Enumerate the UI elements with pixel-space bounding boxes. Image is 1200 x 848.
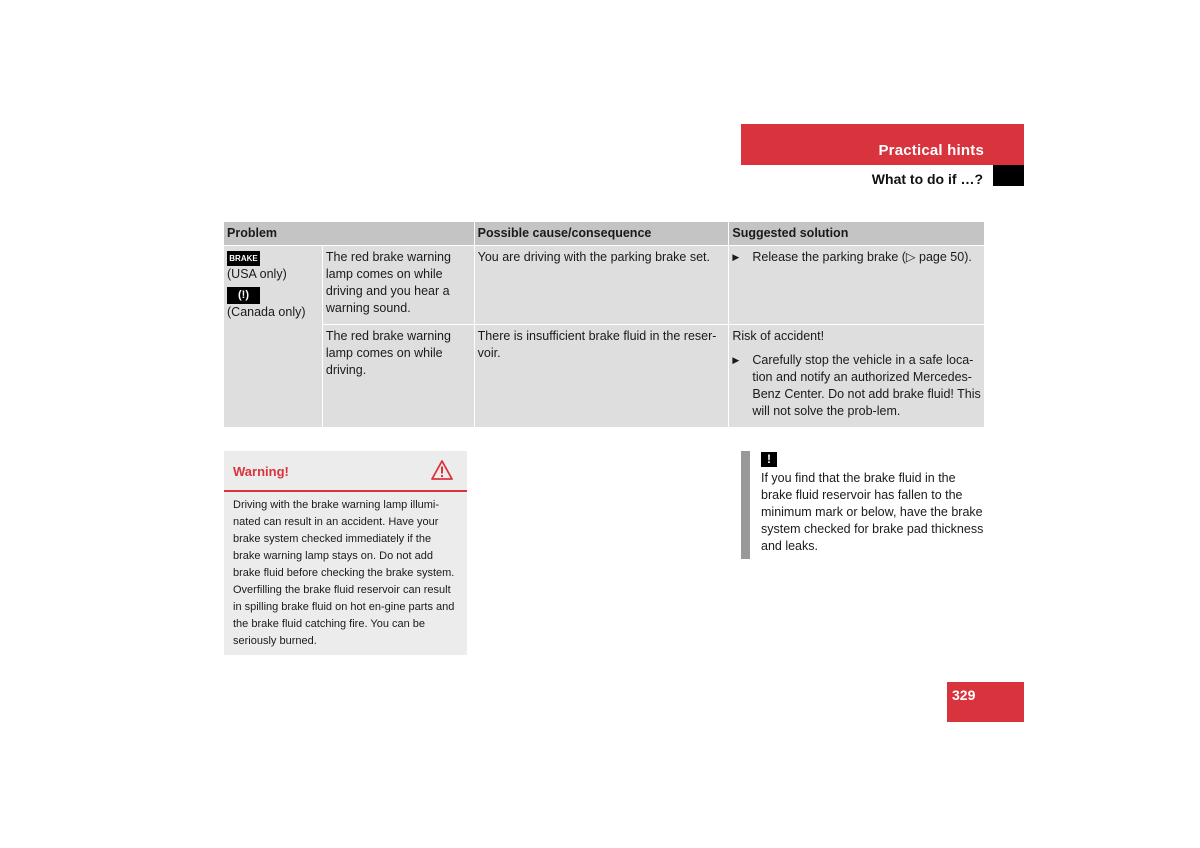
canada-only-label: (Canada only) (227, 305, 306, 319)
note-exclamation-icon: ! (761, 452, 777, 467)
canada-brake-icon: (!) (227, 287, 260, 304)
solution-step (732, 249, 981, 266)
usa-only-label: (USA only) (227, 267, 287, 281)
note-sidebar (741, 451, 750, 559)
bullet-triangle-icon: ▶ (732, 355, 740, 365)
note-text: If you find that the brake fluid in the brake fluid reservoir has fallen to the minimum mark or below, have the brake system checked for brake pad thickness and leaks. (761, 471, 984, 553)
section-title: Practical hints (878, 142, 984, 159)
section-header-band (741, 124, 1024, 165)
troubleshooting-table (224, 222, 984, 428)
cause-cell: You are driving with the parking brake set. (475, 246, 730, 325)
solution-cell (729, 246, 984, 325)
warning-triangle-icon (431, 460, 453, 480)
column-header-solution: Suggested solution (729, 222, 984, 246)
symptom-cell: The red brake warning lamp comes on while driving and you hear a warning sound. (323, 246, 475, 325)
page-number: 329 (952, 687, 976, 703)
table-header-row (224, 222, 984, 246)
problem-indicator-cell (224, 246, 323, 428)
table-row (224, 325, 984, 428)
solution-step (732, 352, 981, 420)
warning-header (224, 451, 467, 492)
column-header-problem: Problem (224, 222, 475, 246)
symptom-cell: The red brake warning lamp comes on while driving. (323, 325, 475, 428)
solution-cell (729, 325, 984, 428)
subsection-title: What to do if …? (871, 171, 983, 187)
warning-box (224, 451, 467, 655)
table-row (224, 246, 984, 325)
solution-step-text: Carefully stop the vehicle in a safe loca-tion and notify an authorized Mercedes-Benz Center. Do not add brake fluid! This will not solve the prob-lem. (752, 353, 981, 418)
cause-cell: There is insufficient brake fluid in the reser-voir. (475, 325, 730, 428)
brake-warning-icon: BRAKE (227, 251, 260, 266)
column-header-cause: Possible cause/consequence (475, 222, 730, 246)
warning-label: Warning! (233, 464, 289, 479)
header-marker (993, 165, 1024, 186)
page-number-badge (947, 682, 1024, 722)
warning-text: Driving with the brake warning lamp illumi-nated can result in an accident. Have your brake system checked immediately if the brake warning lamp stays on. Do not add brake fluid before checking the brake system. Overfilling the brake fluid reservoir can result in spilling brake fluid on hot en-gine parts and the brake fluid catching fire. You can be seriously burned. (233, 499, 455, 647)
solution-step-text: Release the parking brake (▷ page 50). (752, 250, 972, 264)
risk-statement: Risk of accident! (732, 329, 825, 343)
bullet-triangle-icon: ▶ (732, 252, 740, 262)
